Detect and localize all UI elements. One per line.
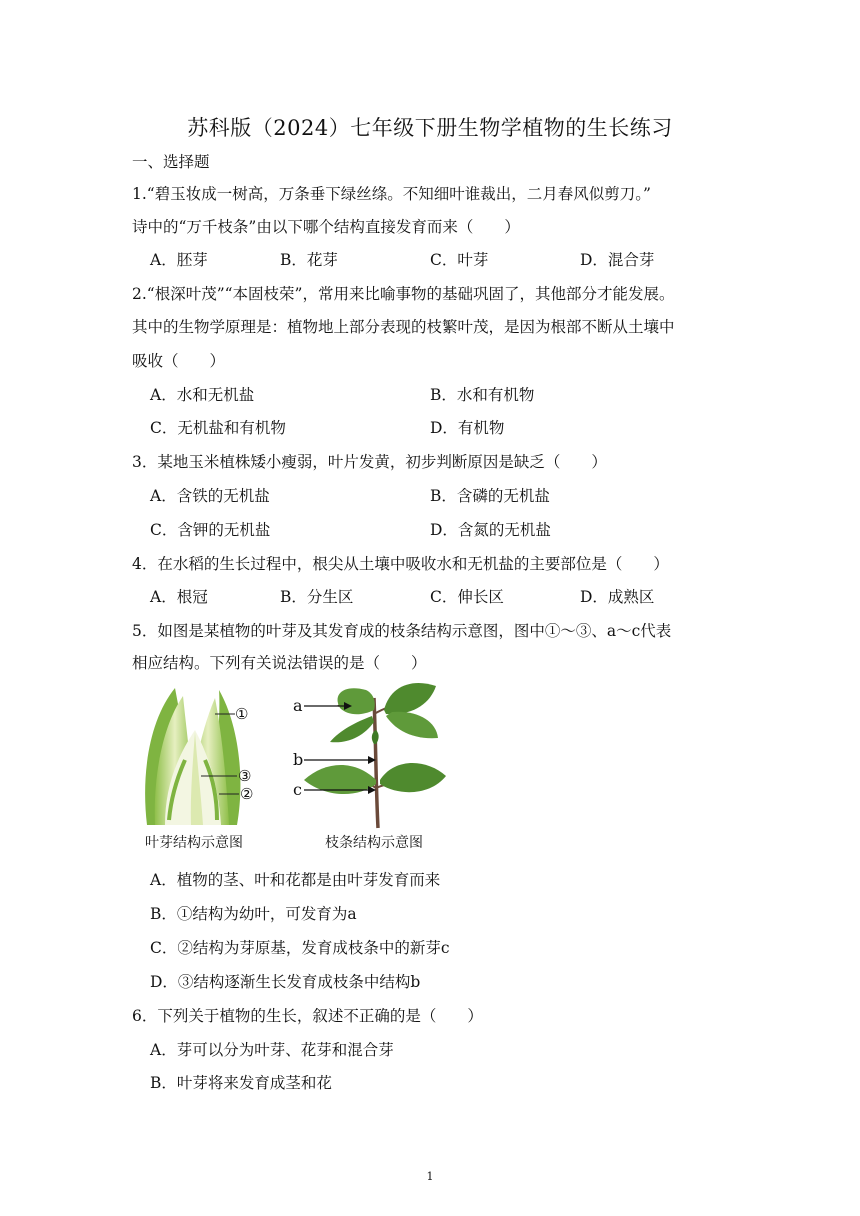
branch-label-b: b xyxy=(293,750,304,769)
leaf-bud-illustration xyxy=(135,680,275,828)
q1-option-b: B．花芽 xyxy=(280,251,338,269)
branch-caption: 枝条结构示意图 xyxy=(325,835,423,851)
branch-label-a: a xyxy=(293,696,303,715)
question-5-figure xyxy=(135,680,465,855)
q4-option-a: A．根冠 xyxy=(150,588,208,606)
page-title: 苏科版（2024）七年级下册生物学植物的生长练习 xyxy=(187,116,673,140)
bud-label-2: ② xyxy=(240,785,254,803)
q5-option-b: B．①结构为幼叶，可发育为a xyxy=(150,905,357,923)
section-heading: 一、选择题 xyxy=(132,153,210,171)
page-number: 1 xyxy=(426,1170,434,1183)
question-3-line-1: 3．某地玉米植株矮小瘦弱，叶片发黄，初步判断原因是缺乏（ ） xyxy=(132,453,607,471)
question-2-line-1: 2.“根深叶茂”“本固枝荣”，常用来比喻事物的基础巩固了，其他部分才能发展。 xyxy=(132,285,675,303)
question-6-line-1: 6．下列关于植物的生长，叙述不正确的是（ ） xyxy=(132,1007,483,1025)
q2-option-c: C．无机盐和有机物 xyxy=(150,419,286,437)
q6-option-a: A．芽可以分为叶芽、花芽和混合芽 xyxy=(150,1041,394,1059)
q1-option-c: C．叶芽 xyxy=(430,251,489,269)
q2-option-d: D．有机物 xyxy=(430,419,505,437)
question-1-line-2: 诗中的“万千枝条”由以下哪个结构直接发育而来（ ） xyxy=(132,218,520,236)
q2-option-b: B．水和有机物 xyxy=(430,386,535,404)
q2-option-a: A．水和无机盐 xyxy=(150,386,255,404)
question-5-line-1: 5．如图是某植物的叶芽及其发育成的枝条结构示意图，图中①～③、a～c代表 xyxy=(132,622,672,640)
question-2-line-2: 其中的生物学原理是：植物地上部分表现的枝繁叶茂，是因为根部不断从土壤中 xyxy=(132,318,675,336)
q4-option-d: D．成熟区 xyxy=(580,588,655,606)
q3-option-d: D．含氮的无机盐 xyxy=(430,521,551,539)
bud-label-1: ① xyxy=(235,705,249,723)
question-1-line-1: 1.“碧玉妆成一树高，万条垂下绿丝绦。不知细叶谁裁出，二月春风似剪刀。” xyxy=(132,185,651,203)
q1-option-d: D．混合芽 xyxy=(580,251,655,269)
q4-option-c: C．伸长区 xyxy=(430,588,504,606)
q5-option-c: C．②结构为芽原基，发育成枝条中的新芽c xyxy=(150,939,450,957)
q3-option-b: B．含磷的无机盐 xyxy=(430,487,550,505)
bud-label-3: ③ xyxy=(238,767,252,785)
question-4-line-1: 4．在水稻的生长过程中，根尖从土壤中吸收水和无机盐的主要部位是（ ） xyxy=(132,555,669,573)
question-2-line-3: 吸收（ ） xyxy=(132,352,226,370)
q5-option-a: A．植物的茎、叶和花都是由叶芽发育而来 xyxy=(150,871,441,889)
bud-caption: 叶芽结构示意图 xyxy=(145,835,243,851)
q6-option-b: B．叶芽将来发育成茎和花 xyxy=(150,1074,332,1092)
q5-option-d: D．③结构逐渐生长发育成枝条中结构b xyxy=(150,973,421,991)
q3-option-c: C．含钾的无机盐 xyxy=(150,521,271,539)
branch-label-c: c xyxy=(293,780,302,799)
q1-option-a: A．胚芽 xyxy=(150,251,208,269)
q4-option-b: B．分生区 xyxy=(280,588,354,606)
question-5-line-2: 相应结构。下列有关说法错误的是（ ） xyxy=(132,654,427,672)
q3-option-a: A．含铁的无机盐 xyxy=(150,487,270,505)
branch-illustration xyxy=(290,680,460,830)
